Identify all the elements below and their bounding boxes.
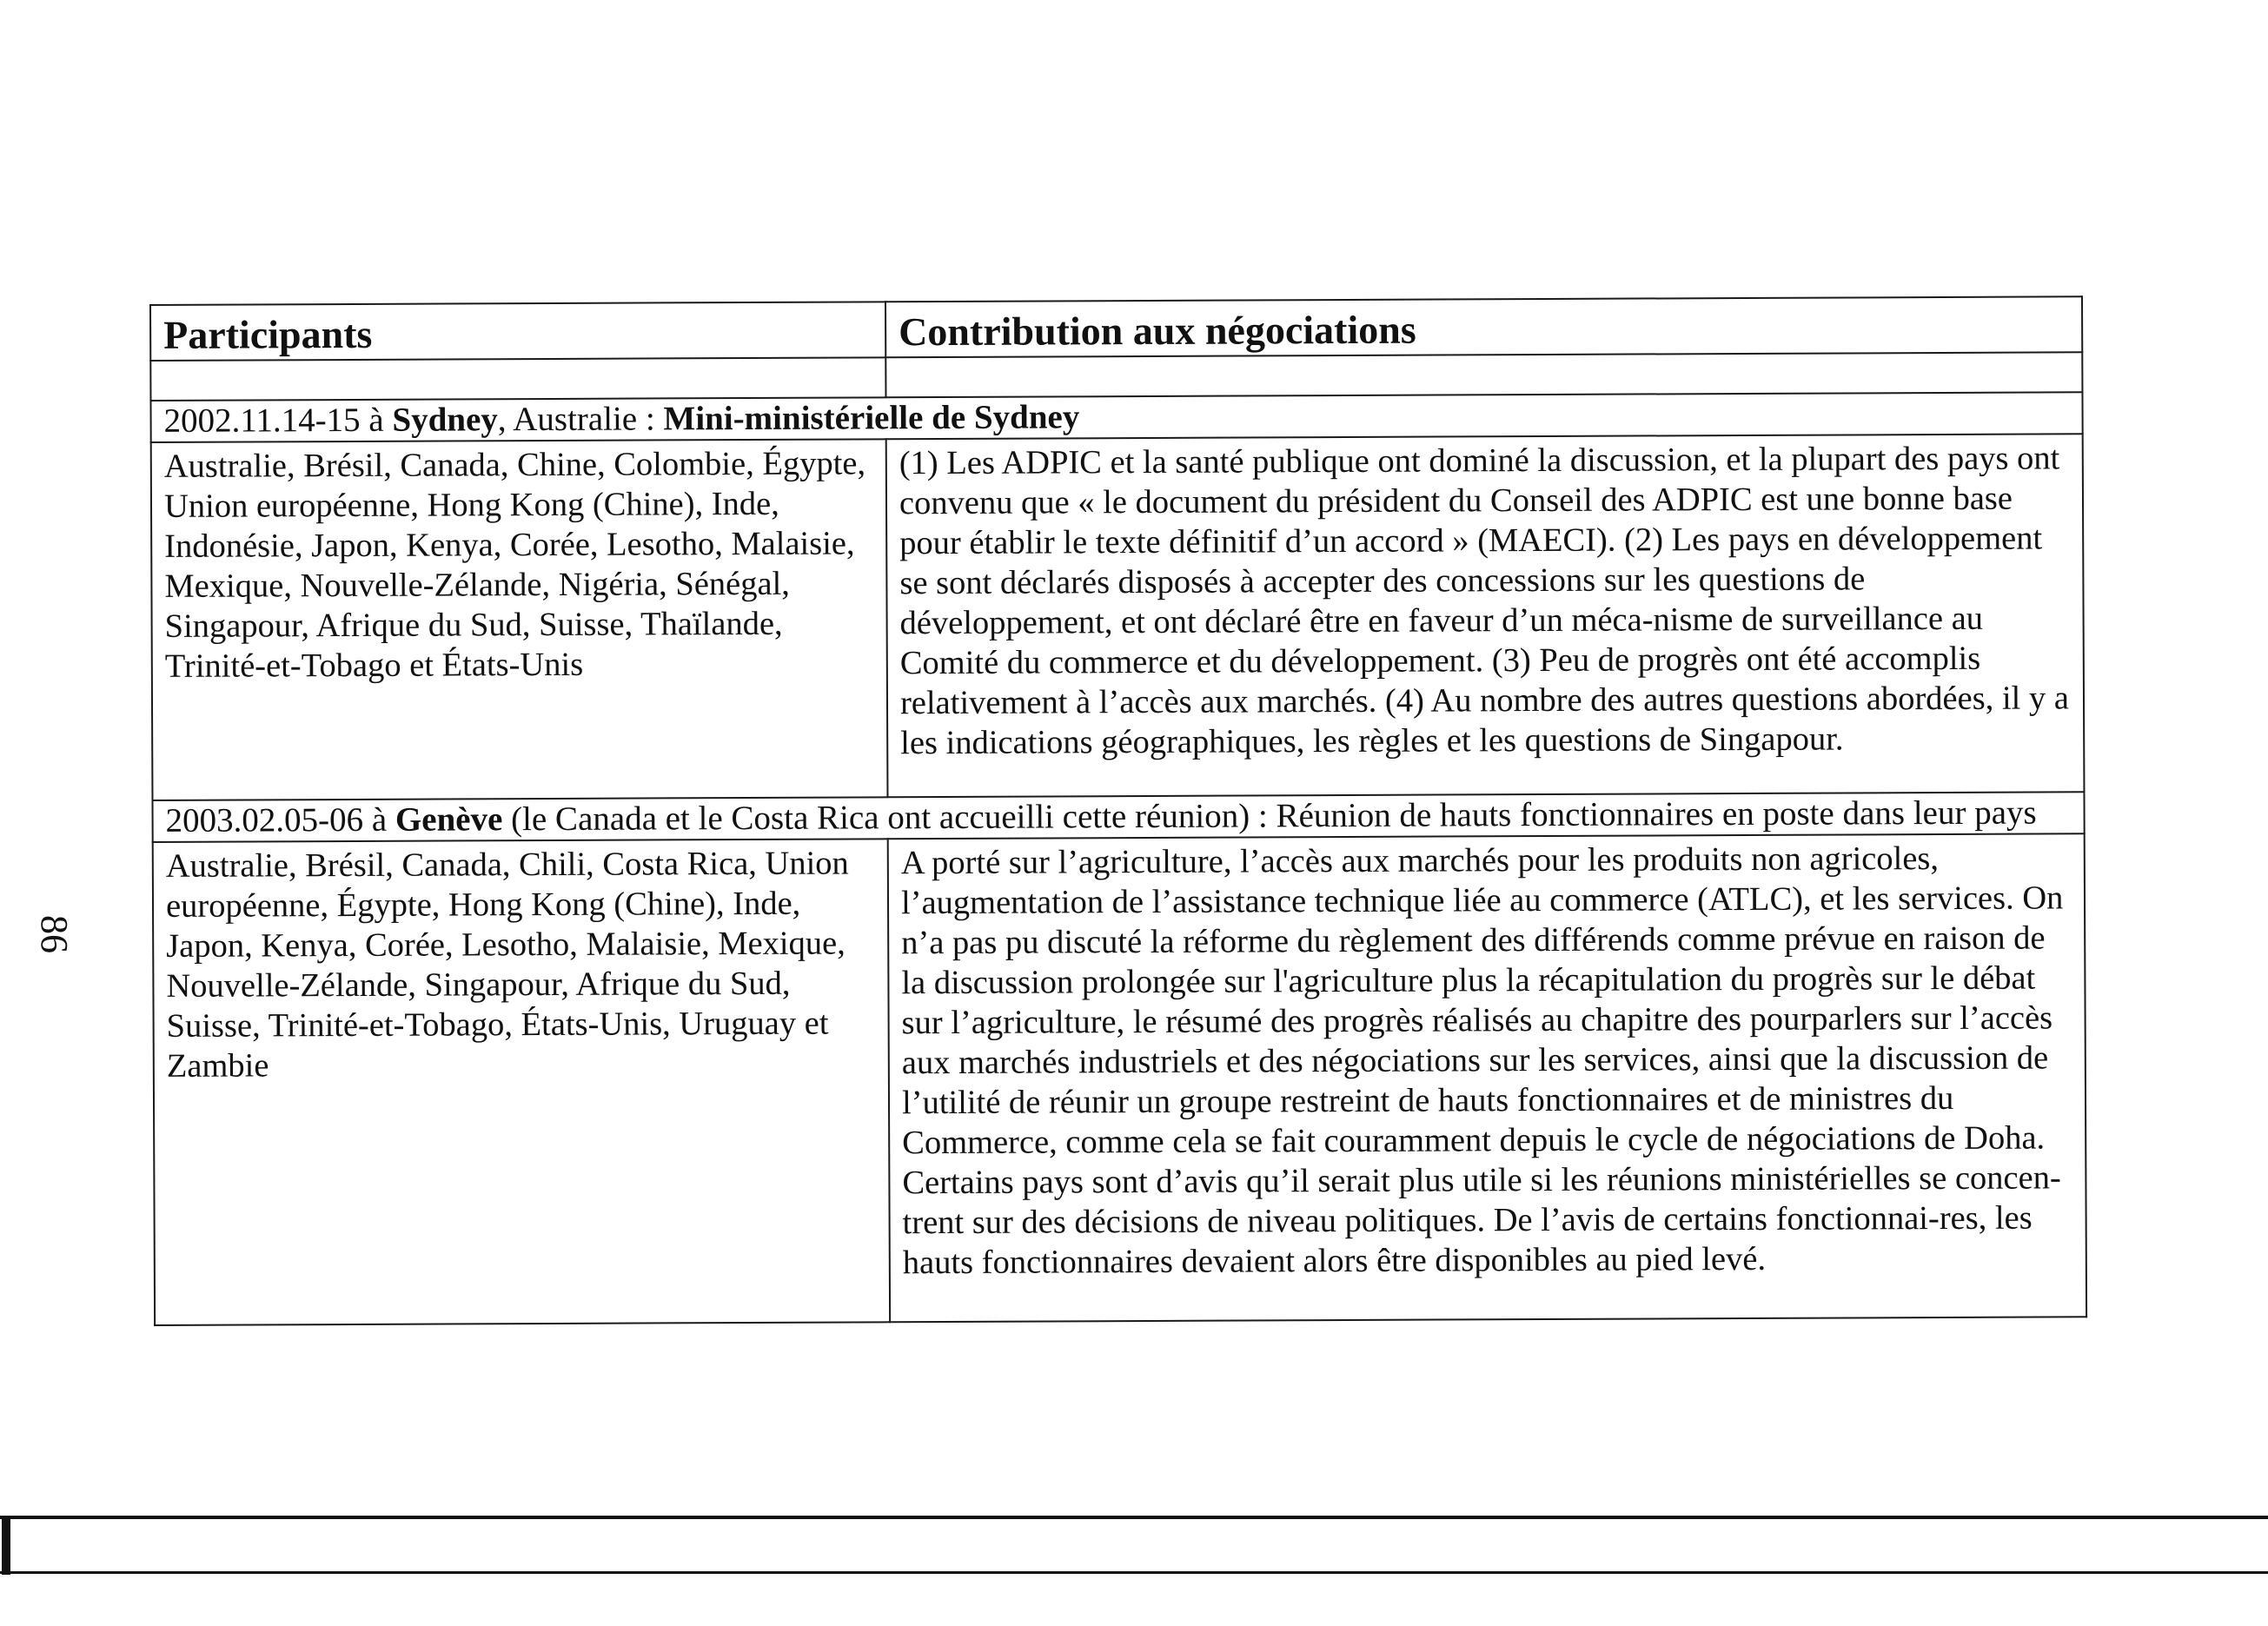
page-number: 86: [33, 915, 76, 953]
header-spacer-right: [885, 352, 2082, 397]
table-row: [153, 833, 2086, 1325]
participants-cell: Australie, Brésil, Canada, Chili, Costa Rica, Union européenne, Égypte, Hong Kong (Chine), Inde, Japon, Kenya, Corée, Lesotho, Malaisie, Mexique, Nouvelle-Zélande, Singapour, Afrique du Sud, Suisse, Trinité-et-Tobago, États-Unis, Uruguay et Zambie: [153, 839, 890, 1325]
contribution-header: Contribution aux négociations: [885, 296, 2082, 357]
contribution-cell: A porté sur l’agriculture, l’accès aux marchés pour les produits non agricoles, l’augmentation de l’assistance technique liée au commerce (ATLC), et les services. On n’a pas pu discuté la réforme du règlement des différends comme prévue en raison de la discussion prolongée sur l'agriculture plus la récapitulation du progrès sur le débat sur l’agriculture, le résumé des progrès réalisés au chapitre des pourparlers sur l’accès aux marchés industriels et des négociations sur les services, ainsi que la discussion de l’utilité de réunir un groupe restreint de hauts fonctionnaires et de ministres du Commerce, comme cela se fait couramment depuis le cycle de négociations de Doha. Certains pays sont d’avis qu’il serait plus utile si les réunions ministérielles se concen-trent sur des décisions de niveau politiques. De l’avis de certains fonctionnai-res, les hauts fonctionnaires devaient alors être disponibles au pied levé.: [888, 833, 2086, 1322]
meeting-location: (le Canada et le Costa Rica ont accueilli cette réunion) :: [502, 797, 1277, 839]
table-row: [151, 434, 2085, 800]
participants-cell: Australie, Brésil, Canada, Chine, Colombie, Égypte, Union européenne, Hong Kong (Chine), Inde, Indonésie, Japon, Kenya, Corée, Lesotho, Malaisie, Mexique, Nouvelle-Zélande, Nigéria, Sénégal, Singapour, Afrique du Sud, Suisse, Thaïlande, Trinité-et-Tobago et États-Unis: [151, 439, 888, 800]
header-spacer-left: [150, 357, 885, 401]
meeting-location: , Australie :: [497, 400, 664, 439]
footer-edge-mark: [2, 1516, 10, 1575]
meeting-date: 2002.11.14-15 à: [163, 401, 393, 440]
meeting-city: Genève: [395, 800, 503, 839]
negotiations-table: [149, 295, 2087, 1326]
meeting-title-rest: Réunion de hauts fonctionnaires en poste dans leur pays: [1276, 793, 2037, 835]
meeting-title: Mini-ministérielle de Sydney: [663, 398, 1080, 438]
participants-header: Participants: [150, 302, 885, 361]
meeting-date: 2003.02.05-06 à: [165, 800, 395, 840]
meeting-city: Sydney: [392, 401, 498, 439]
footer-rule-top: [0, 1516, 2268, 1519]
contribution-cell: (1) Les ADPIC et la santé publique ont dominé la discussion, et la plupart des pays ont convenu que « le document du président du Conseil des ADPIC est une bonne base pour établir le texte définitif d’un accord » (MAECI). (2) Les pays en développement se sont déclarés disposés à accepter des concessions sur les questions de développement, et ont déclaré être en faveur d’un méca-nisme de surveillance au Comité du commerce et du développement. (3) Peu de progrès ont été accomplis relativement à l’accès aux marchés. (4) Au nombre des autres questions abordées, il y a les indications géographiques, les règles et les questions de Singapour.: [886, 434, 2085, 797]
table-header-row: [150, 296, 2082, 361]
footer-rule-bottom: [0, 1571, 2268, 1574]
